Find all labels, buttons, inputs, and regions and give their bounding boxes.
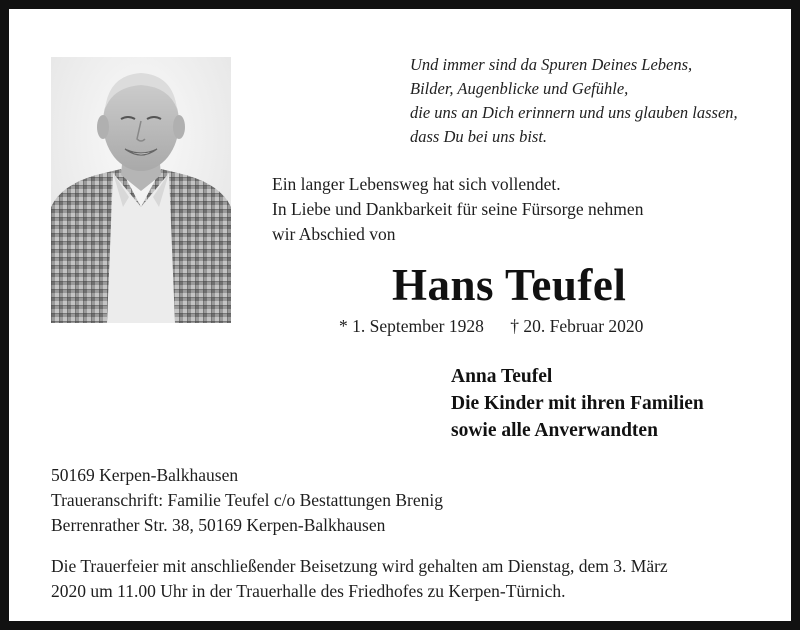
deceased-name: Hans Teufel [392, 260, 627, 310]
mourner-line: sowie alle Anverwandten [451, 420, 658, 441]
address-line: 50169 Kerpen-Balkhausen [51, 465, 239, 485]
mourners-list [451, 363, 704, 444]
memorial-poem [410, 53, 790, 149]
mourning-address [51, 463, 771, 538]
mourner-line: Die Kinder mit ihren Familien [451, 393, 704, 414]
birth-date: * 1. September 1928 [339, 316, 484, 336]
mourner-line: Anna Teufel [451, 366, 553, 387]
intro-text [272, 172, 772, 247]
service-line: Die Trauerfeier mit anschließender Beisetzung wird gehalten am Dienstag, dem 3. März [51, 556, 668, 576]
service-line: 2020 um 11.00 Uhr in der Trauerhalle des Friedhofes zu Kerpen-Türnich. [51, 581, 566, 601]
poem-line: Und immer sind da Spuren Deines Lebens, [410, 55, 693, 74]
poem-line: die uns an Dich erinnern und uns glauben lassen, [410, 103, 738, 122]
life-dates [339, 314, 643, 339]
portrait-photo [51, 57, 231, 323]
poem-line: Bilder, Augenblicke und Gefühle, [410, 79, 629, 98]
portrait-image [51, 57, 231, 323]
death-date: † 20. Februar 2020 [510, 316, 644, 336]
poem-line: dass Du bei uns bist. [410, 127, 548, 146]
address-line: Berrenrather Str. 38, 50169 Kerpen-Balkhausen [51, 515, 386, 535]
funeral-service-notice [51, 554, 781, 604]
intro-line: In Liebe und Dankbarkeit für seine Fürsorge nehmen [272, 199, 644, 219]
intro-line: Ein langer Lebensweg hat sich vollendet. [272, 174, 561, 194]
intro-line: wir Abschied von [272, 224, 396, 244]
address-line: Traueranschrift: Familie Teufel c/o Bestattungen Brenig [51, 490, 443, 510]
